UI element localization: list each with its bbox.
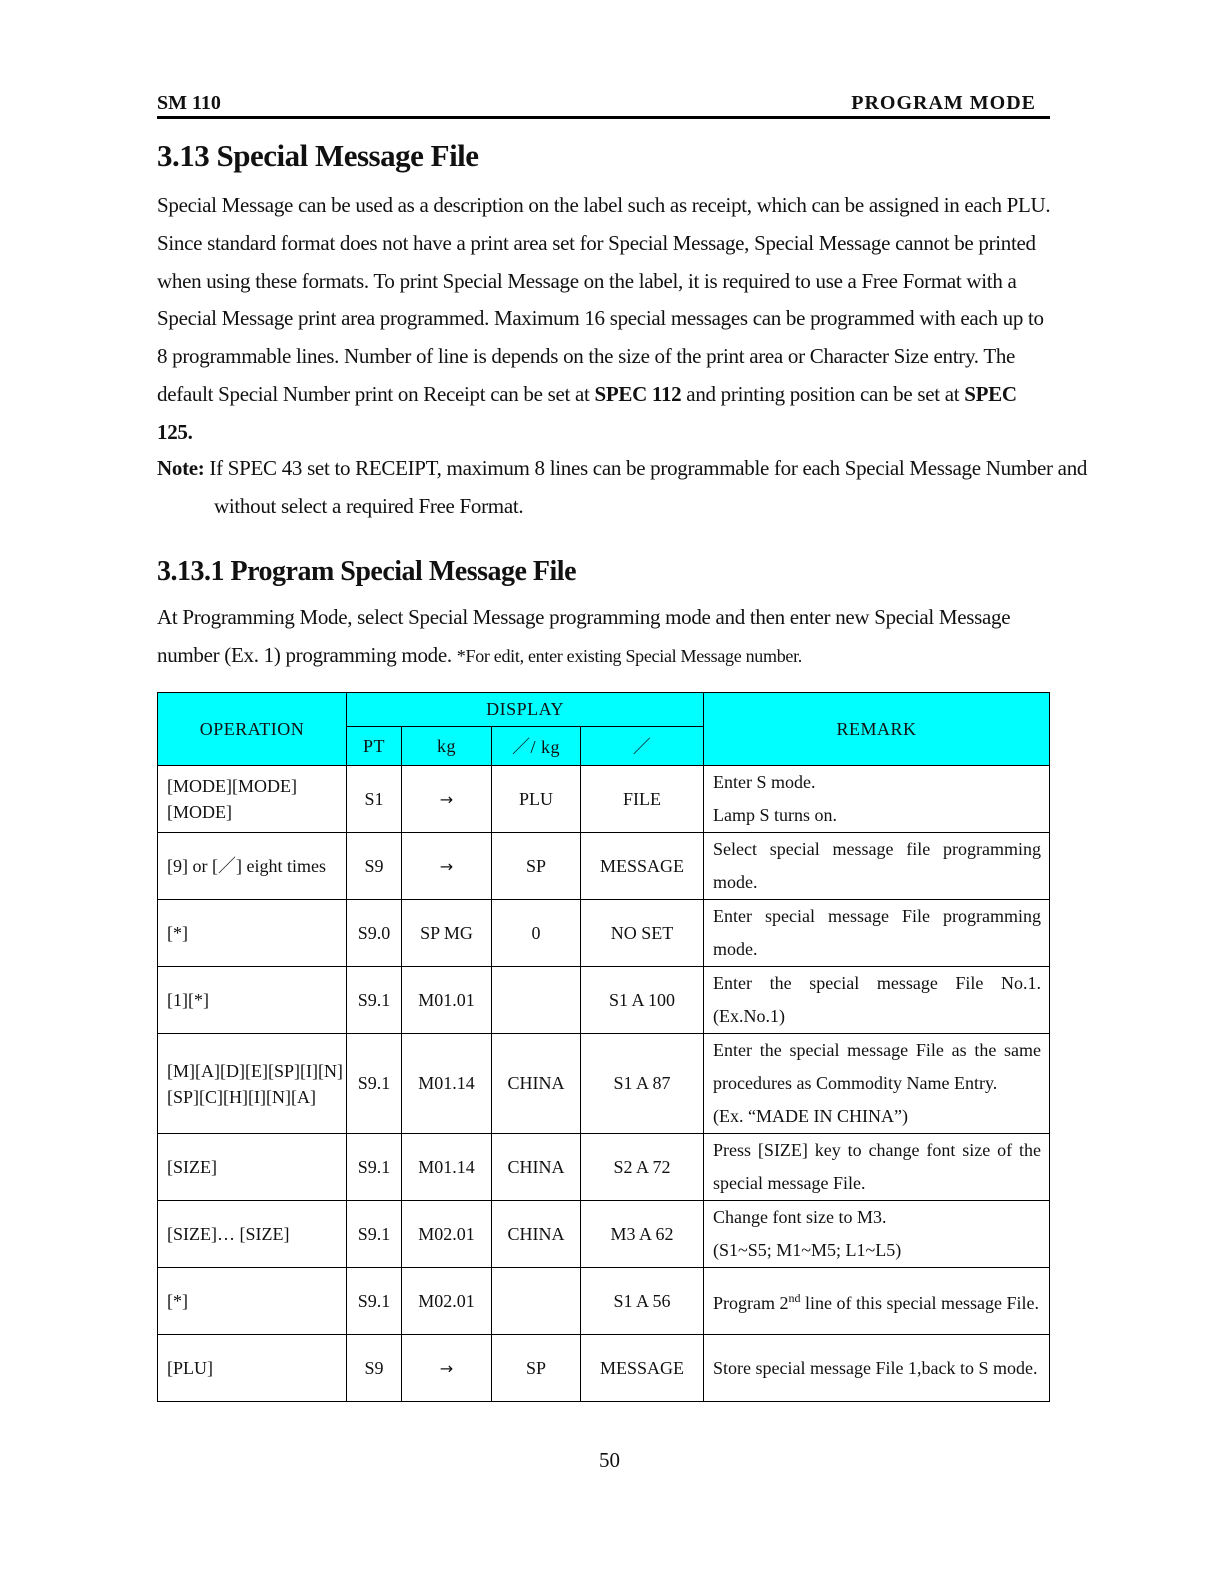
cell-kg: M01.14 <box>402 1034 492 1134</box>
cell-pt: S1 <box>347 766 402 833</box>
subsection-title: 3.13.1 Program Special Message File <box>157 556 577 587</box>
remark-line: Change font size to M3. <box>713 1207 887 1227</box>
cell-per-kg: CHINA <box>492 1134 581 1201</box>
cell-operation: [SIZE] <box>158 1134 347 1201</box>
cell-kg: → <box>402 1335 492 1402</box>
cell-pt: S9.1 <box>347 1201 402 1268</box>
cell-kg: SP MG <box>402 900 492 967</box>
cell-pt: S9.1 <box>347 1034 402 1134</box>
cell-operation: [*] <box>158 1268 347 1335</box>
cell-price: S2 A 72 <box>581 1134 704 1201</box>
cell-per-kg: PLU <box>492 766 581 833</box>
section-title: 3.13 Special Message File <box>157 138 479 173</box>
table-row <box>158 900 1050 967</box>
cell-remark <box>704 766 1050 833</box>
subsection-intro <box>157 599 1037 676</box>
cell-per-kg: 0 <box>492 900 581 967</box>
subsection-intro-note: *For edit, enter existing Special Message number. <box>456 645 803 666</box>
cell-kg: → <box>402 766 492 833</box>
cell-price: NO SET <box>581 900 704 967</box>
header-operation: OPERATION <box>158 693 347 766</box>
cell-per-kg <box>492 1268 581 1335</box>
cell-operation: [SIZE]… [SIZE] <box>158 1201 347 1268</box>
table-row <box>158 1201 1050 1268</box>
cell-pt: S9.0 <box>347 900 402 967</box>
note-text: If SPEC 43 set to RECEIPT, maximum 8 lines can be programmable for each Special Message Number and without select a required Free Format. <box>204 456 1088 518</box>
cell-price: MESSAGE <box>581 833 704 900</box>
header-display: DISPLAY <box>347 693 704 727</box>
remark-line: Enter S mode. <box>713 772 816 792</box>
header-remark: REMARK <box>704 693 1050 766</box>
cell-kg: M01.01 <box>402 967 492 1034</box>
cell-per-kg: SP <box>492 833 581 900</box>
remark-text: line of this special message File. <box>800 1293 1039 1313</box>
cell-price: S1 A 100 <box>581 967 704 1034</box>
cell-kg: M02.01 <box>402 1268 492 1335</box>
cell-kg: M01.14 <box>402 1134 492 1201</box>
cell-price: MESSAGE <box>581 1335 704 1402</box>
cell-remark: Enter special message File programming mode. <box>704 900 1050 967</box>
cell-per-kg: CHINA <box>492 1201 581 1268</box>
note-label: Note: <box>157 456 205 480</box>
cell-price: S1 A 56 <box>581 1268 704 1335</box>
cell-operation: [*] <box>158 900 347 967</box>
remark-line: Enter the special message File as the same procedures as Commodity Name Entry. <box>713 1040 1042 1093</box>
intro-text: Special Message can be used as a description on the label such as receipt, which can be assigned in each PLU. Since standard format does not have a print area set for Special Message, Special Message cannot be printed when using these formats. To print Special Message on the label, it is required to use a Free Format with a Special Message print area programmed. Maximum 16 special messages can be programmed with each up to 8 programmable lines. Number of line is depends on the size of the print area or Character Size entry. The default Special Number print on Receipt can be set at <box>157 193 1051 406</box>
cell-operation: [MODE][MODE][MODE] <box>158 766 347 833</box>
remark-line: Lamp S turns on. <box>713 805 838 825</box>
header-pt: PT <box>347 727 402 766</box>
spec-125: SPEC 125. <box>157 381 1017 444</box>
header-model: SM 110 <box>157 92 221 114</box>
cell-remark: Enter the special message File No.1.(Ex.No.1) <box>704 967 1050 1034</box>
cell-remark <box>704 1034 1050 1134</box>
table-row <box>158 833 1050 900</box>
cell-per-kg: SP <box>492 1335 581 1402</box>
cell-remark <box>704 1268 1050 1335</box>
cell-remark <box>704 1201 1050 1268</box>
header-per-kg: ／/ kg <box>492 727 581 766</box>
cell-per-kg: CHINA <box>492 1034 581 1134</box>
cell-remark: Select special message file programming mode. <box>704 833 1050 900</box>
remark-line: (S1~S5; M1~M5; L1~L5) <box>713 1240 902 1260</box>
header-kg: kg <box>402 727 492 766</box>
table-row <box>158 1034 1050 1134</box>
subsection-intro-text: At Programming Mode, select Special Message programming mode and then enter new Special Message number (Ex. 1) programming mode. <box>157 605 1011 667</box>
cell-remark: Store special message File 1,back to S mode. <box>704 1335 1050 1402</box>
cell-kg: → <box>402 833 492 900</box>
intro-mid-text: and printing position can be set at <box>681 381 965 406</box>
table-row <box>158 967 1050 1034</box>
cell-operation: [M][A][D][E][SP][I][N][SP][C][H][I][N][A] <box>158 1034 347 1134</box>
header-price: ／ <box>581 727 704 766</box>
section-intro <box>157 187 1052 452</box>
cell-price: FILE <box>581 766 704 833</box>
header-section: PROGRAM MODE <box>851 92 1036 114</box>
cell-operation: [9] or [／] eight times <box>158 833 347 900</box>
cell-per-kg <box>492 967 581 1034</box>
cell-kg: M02.01 <box>402 1201 492 1268</box>
table-row <box>158 766 1050 833</box>
page-header <box>157 90 1050 119</box>
page-number: 50 <box>599 1448 620 1472</box>
cell-pt: S9.1 <box>347 967 402 1034</box>
cell-pt: S9 <box>347 1335 402 1402</box>
table-row <box>158 1134 1050 1201</box>
cell-pt: S9 <box>347 833 402 900</box>
cell-operation: [PLU] <box>158 1335 347 1402</box>
operation-table <box>157 692 1050 1402</box>
table-row <box>158 1268 1050 1335</box>
cell-remark: Press [SIZE] key to change font size of the special message File. <box>704 1134 1050 1201</box>
table-row <box>158 1335 1050 1402</box>
remark-line: (Ex. “MADE IN CHINA”) <box>713 1106 908 1126</box>
spec-112: SPEC 112 <box>594 381 682 406</box>
cell-operation: [1][*] <box>158 967 347 1034</box>
cell-price: S1 A 87 <box>581 1034 704 1134</box>
cell-pt: S9.1 <box>347 1268 402 1335</box>
cell-pt: S9.1 <box>347 1134 402 1201</box>
note-paragraph <box>157 450 1094 526</box>
remark-text: Program 2 <box>713 1293 789 1313</box>
remark-superscript: nd <box>788 1291 801 1305</box>
cell-price: M3 A 62 <box>581 1201 704 1268</box>
